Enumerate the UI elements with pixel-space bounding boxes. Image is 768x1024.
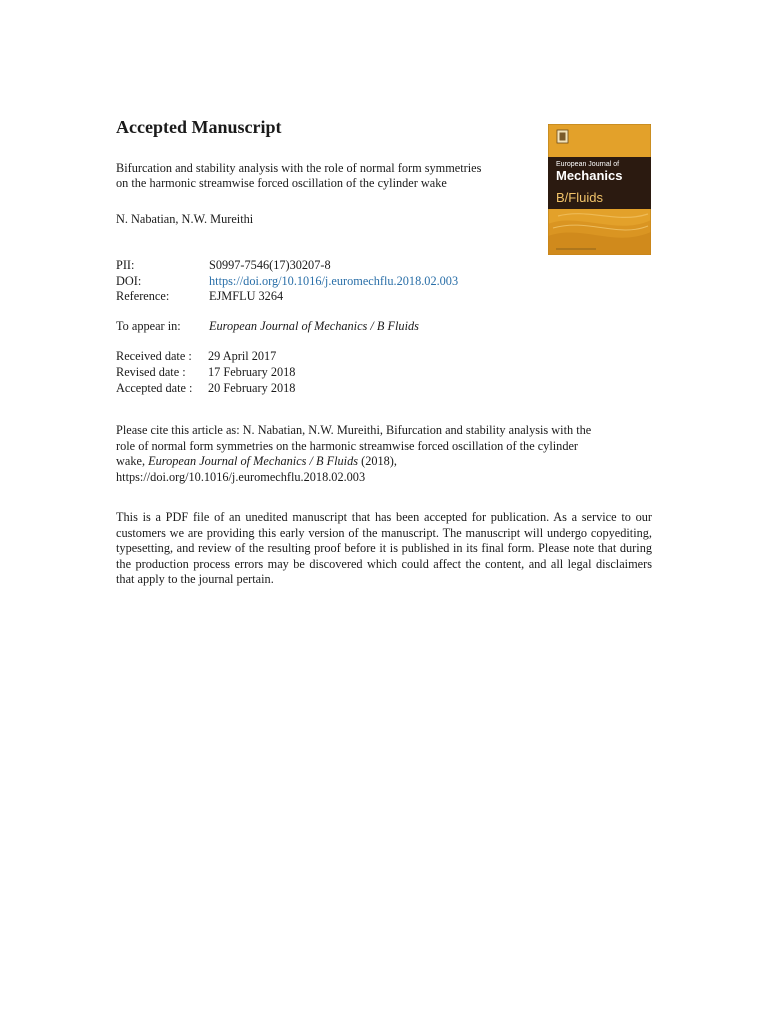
reference-label: Reference: bbox=[116, 289, 170, 303]
to-appear-label: To appear in: bbox=[116, 319, 181, 333]
citation-paragraph bbox=[116, 423, 652, 485]
citation-line-3 bbox=[116, 454, 652, 470]
article-title-line-2: on the harmonic streamwise forced oscillation of the cylinder wake bbox=[116, 176, 447, 190]
citation-journal: European Journal of Mechanics / B Fluids bbox=[148, 454, 359, 468]
disclaimer-paragraph: This is a PDF file of an unedited manuscript that has been accepted for publication. As a service to our customers we are providing this early version of the manuscript. The manuscript will undergo copyediting, typesetting, and review of the resulting proof before it is published in its final form. Please note that during the production process errors may be discovered which could affect the content, and all legal disclaimers that apply to the journal pertain. bbox=[116, 510, 652, 586]
received-date: 29 April 2017 bbox=[208, 349, 277, 363]
doi-link[interactable]: https://doi.org/10.1016/j.euromechflu.2018.02.003 bbox=[209, 274, 459, 288]
citation-line-1: Please cite this article as: N. Nabatian, N.W. Mureithi, Bifurcation and stability analysis with the bbox=[116, 423, 592, 437]
doi-label: DOI: bbox=[116, 274, 142, 288]
article-title bbox=[116, 161, 526, 191]
citation-line-3-pre: wake, bbox=[116, 454, 149, 468]
svg-text:Mechanics: Mechanics bbox=[556, 168, 623, 183]
received-date-label: Received date : bbox=[116, 349, 192, 363]
citation-line-2: role of normal form symmetries on the harmonic streamwise forced oscillation of the cylinder bbox=[116, 438, 579, 453]
pii-label: PII: bbox=[116, 258, 135, 272]
revised-date-label: Revised date : bbox=[116, 365, 186, 379]
svg-text:European Journal of: European Journal of bbox=[556, 161, 620, 168]
citation-doi[interactable]: https://doi.org/10.1016/j.euromechflu.2018.02.003 bbox=[116, 469, 366, 484]
page-title: Accepted Manuscript bbox=[116, 117, 282, 137]
authors: N. Nabatian, N.W. Mureithi bbox=[116, 212, 254, 226]
pii-value: S0997-7546(17)30207-8 bbox=[209, 258, 331, 272]
citation-line-3-post: (2018), bbox=[358, 454, 397, 468]
journal-name: European Journal of Mechanics / B Fluids bbox=[209, 319, 419, 333]
svg-text:B/Fluids: B/Fluids bbox=[556, 190, 603, 205]
article-title-line-1: Bifurcation and stability analysis with the role of normal form symmetries bbox=[116, 161, 482, 175]
journal-cover-image bbox=[548, 124, 651, 255]
accepted-date-label: Accepted date : bbox=[116, 381, 193, 395]
accepted-date: 20 February 2018 bbox=[208, 381, 296, 395]
revised-date: 17 February 2018 bbox=[208, 365, 296, 379]
reference-value: EJMFLU 3264 bbox=[209, 289, 284, 303]
